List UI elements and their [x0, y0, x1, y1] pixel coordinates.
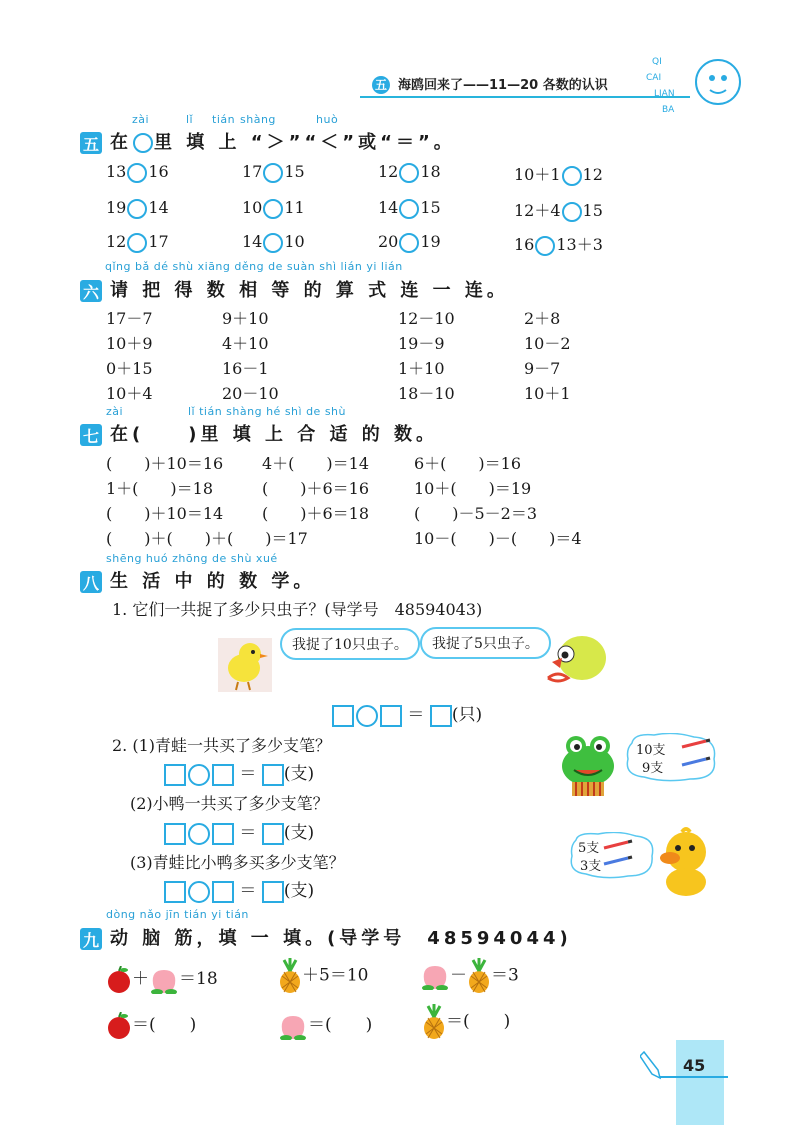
match-expression[interactable]: 16－1 [222, 359, 269, 378]
compare-item: 17 15 [242, 162, 305, 181]
s5-title: 五 在 里 填 上 “＞”“＜”或“＝”。 [80, 128, 456, 154]
eq-difference-pens: ＝ (支) [164, 876, 314, 903]
s6-title: 六 请 把 得 数 相 等 的 算 式 连 一 连。 [80, 276, 509, 302]
compare-item: 20 19 [378, 232, 441, 251]
compare-circle[interactable] [562, 166, 582, 186]
duck-pens-b: 3支 [580, 859, 602, 874]
compare-item: 12 17 [106, 232, 169, 251]
s8-question-2-1: 2. (1)青蛙一共买了多少支笔？ [112, 736, 332, 755]
frog-pens-b: 9支 [642, 761, 664, 776]
match-expression[interactable]: 9＋10 [222, 309, 269, 328]
pencil-icon [640, 1050, 664, 1080]
compare-circle[interactable] [263, 163, 283, 183]
fill-blank-equation[interactable]: 10－( )－( )＝4 [414, 529, 582, 548]
s7-pinyin-b: lǐ tián shàng hé shì de shù [188, 405, 346, 418]
chick-icon [538, 626, 610, 688]
pineapple-icon [422, 1004, 446, 1040]
compare-circle[interactable] [263, 199, 283, 219]
match-expression[interactable]: 0＋15 [106, 359, 153, 378]
eq-insects: ＝ (只) [332, 700, 482, 727]
compare-item: 12＋4 15 [514, 201, 603, 220]
compare-circle[interactable] [127, 163, 147, 183]
answer-box[interactable] [332, 705, 354, 727]
operator-circle[interactable] [188, 823, 210, 845]
s5-pinyin-2: lǐ [186, 113, 194, 126]
match-expression[interactable]: 1＋10 [398, 359, 445, 378]
puzzle-eq-3: － ＝3 [420, 958, 519, 994]
s5-pinyin-4: shàng [240, 113, 276, 126]
answer-box[interactable] [164, 764, 186, 786]
answer-box[interactable] [380, 705, 402, 727]
pineapple-icon [278, 958, 302, 994]
puzzle-answer-pineapple: ＝( ) [422, 1004, 510, 1040]
page-tab [676, 1040, 724, 1125]
svg-text:QI: QI [652, 57, 662, 67]
s8-pinyin: shēng huó zhōng de shù xué [106, 552, 278, 565]
puzzle-eq-2: ＋5＝10 [278, 958, 368, 994]
peach-icon [149, 966, 179, 994]
compare-item: 13 16 [106, 162, 169, 181]
match-expression[interactable]: 4＋10 [222, 334, 269, 353]
puzzle-answer-peach: ＝( ) [278, 1010, 372, 1040]
pineapple-icon [467, 958, 491, 994]
compare-circle[interactable] [562, 202, 582, 222]
match-expression[interactable]: 10＋1 [524, 384, 571, 403]
s7-title: 七 在( )里 填 上 合 适 的 数。 [80, 420, 438, 446]
fill-blank-equation[interactable]: ( )－5－2＝3 [414, 504, 538, 523]
answer-box[interactable] [430, 705, 452, 727]
match-expression[interactable]: 10＋4 [106, 384, 153, 403]
frog-pens-a: 10支 [636, 743, 666, 758]
compare-item: 12 18 [378, 162, 441, 181]
eq-frog-pens: ＝ (支) [164, 759, 314, 786]
answer-box[interactable] [164, 823, 186, 845]
compare-item: 14 10 [242, 232, 305, 251]
answer-box[interactable] [262, 881, 284, 903]
fill-blank-equation[interactable]: 1＋( )＝18 [106, 479, 214, 498]
compare-item: 10＋1 12 [514, 165, 603, 184]
s9-pinyin: dòng nǎo jīn tián yi tián [106, 908, 249, 921]
answer-box[interactable] [212, 823, 234, 845]
operator-circle[interactable] [356, 705, 378, 727]
s8-question-1: 1. 它们一共捉了多少只虫子？(导学号 48594043) [112, 600, 483, 619]
speech-bubble-1: 我捉了10只虫子。 [280, 628, 420, 660]
apple-icon [106, 1012, 132, 1040]
compare-circle[interactable] [399, 163, 419, 183]
answer-box[interactable] [164, 881, 186, 903]
s8-title: 八 生 活 中 的 数 学。 [80, 567, 315, 593]
compare-circle[interactable] [263, 233, 283, 253]
answer-box[interactable] [212, 881, 234, 903]
match-expression[interactable]: 10－2 [524, 334, 571, 353]
speech-bubble-2: 我捉了5只虫子。 [420, 627, 551, 659]
page-rule [658, 1076, 728, 1078]
fill-blank-equation[interactable]: 10＋( )＝19 [414, 479, 532, 498]
answer-box[interactable] [212, 764, 234, 786]
match-expression[interactable]: 20－10 [222, 384, 279, 403]
match-expression[interactable]: 12－10 [398, 309, 455, 328]
s6-pinyin: qǐng bǎ dé shù xiāng děng de suàn shì lián yi lián [105, 260, 403, 273]
match-expression[interactable]: 2＋8 [524, 309, 561, 328]
answer-box[interactable] [262, 823, 284, 845]
svg-text:LIAN: LIAN [654, 89, 675, 99]
peach-icon [278, 1012, 308, 1040]
s5-pinyin-5: huò [316, 113, 339, 126]
apple-icon [106, 966, 132, 994]
chick-icon [218, 638, 272, 692]
compare-circle[interactable] [127, 233, 147, 253]
match-expression[interactable]: 10＋9 [106, 334, 153, 353]
duck-icon [656, 826, 710, 898]
s8-question-2-3: (3)青蛙比小鸭多买多少支笔？ [130, 853, 345, 872]
page-number: 45 [683, 1056, 706, 1075]
fill-blank-equation[interactable]: ( )＋6＝18 [262, 504, 370, 523]
compare-item: 16 13＋3 [514, 235, 603, 254]
svg-text:CAI: CAI [646, 73, 662, 83]
s5-pinyin-1: zài [132, 113, 150, 126]
chapter-title: 海鸥回来了——11—20 各数的认识 [398, 78, 608, 93]
svg-text:BA: BA [662, 105, 675, 115]
puzzle-eq-1: ＋ ＝18 [106, 964, 218, 994]
s9-title: 九 动 脑 筋，填 一 填。(导学号 48594044) [80, 924, 572, 950]
s7-pinyin-a: zài [106, 405, 124, 418]
fill-blank-equation[interactable]: ( )＋( )＋( )＝17 [106, 529, 308, 548]
s5-badge: 五 [80, 132, 102, 154]
operator-circle[interactable] [188, 764, 210, 786]
fill-blank-equation[interactable]: ( )＋10＝14 [106, 504, 224, 523]
match-expression[interactable]: 19－9 [398, 334, 445, 353]
fill-blank-equation[interactable]: 4＋( )＝14 [262, 454, 370, 473]
compare-item: 19 14 [106, 198, 169, 217]
match-expression[interactable]: 9－7 [524, 359, 561, 378]
fill-blank-equation[interactable]: ( )＋10＝16 [106, 454, 224, 473]
frog-icon [558, 730, 618, 800]
compare-item: 14 15 [378, 198, 441, 217]
chapter-badge: 五 [372, 76, 390, 94]
compare-circle[interactable] [535, 236, 555, 256]
compare-circle[interactable] [399, 233, 419, 253]
puzzle-answer-apple: ＝( ) [106, 1010, 196, 1040]
header-doodle-icon [640, 42, 750, 122]
operator-circle[interactable] [188, 881, 210, 903]
match-expression[interactable]: 18－10 [398, 384, 455, 403]
circle-icon [133, 133, 153, 153]
peach-icon [420, 962, 450, 990]
duck-pens-a: 5支 [578, 841, 600, 856]
answer-box[interactable] [262, 764, 284, 786]
compare-circle[interactable] [127, 199, 147, 219]
compare-circle[interactable] [399, 199, 419, 219]
s5-pinyin-3: tián [212, 113, 236, 126]
s8-question-2-2: (2)小鸭一共买了多少支笔？ [130, 794, 329, 813]
fill-blank-equation[interactable]: 6＋( )＝16 [414, 454, 522, 473]
eq-duck-pens: ＝ (支) [164, 818, 314, 845]
fill-blank-equation[interactable]: ( )＋6＝16 [262, 479, 370, 498]
match-expression[interactable]: 17－7 [106, 309, 153, 328]
compare-item: 10 11 [242, 198, 305, 217]
